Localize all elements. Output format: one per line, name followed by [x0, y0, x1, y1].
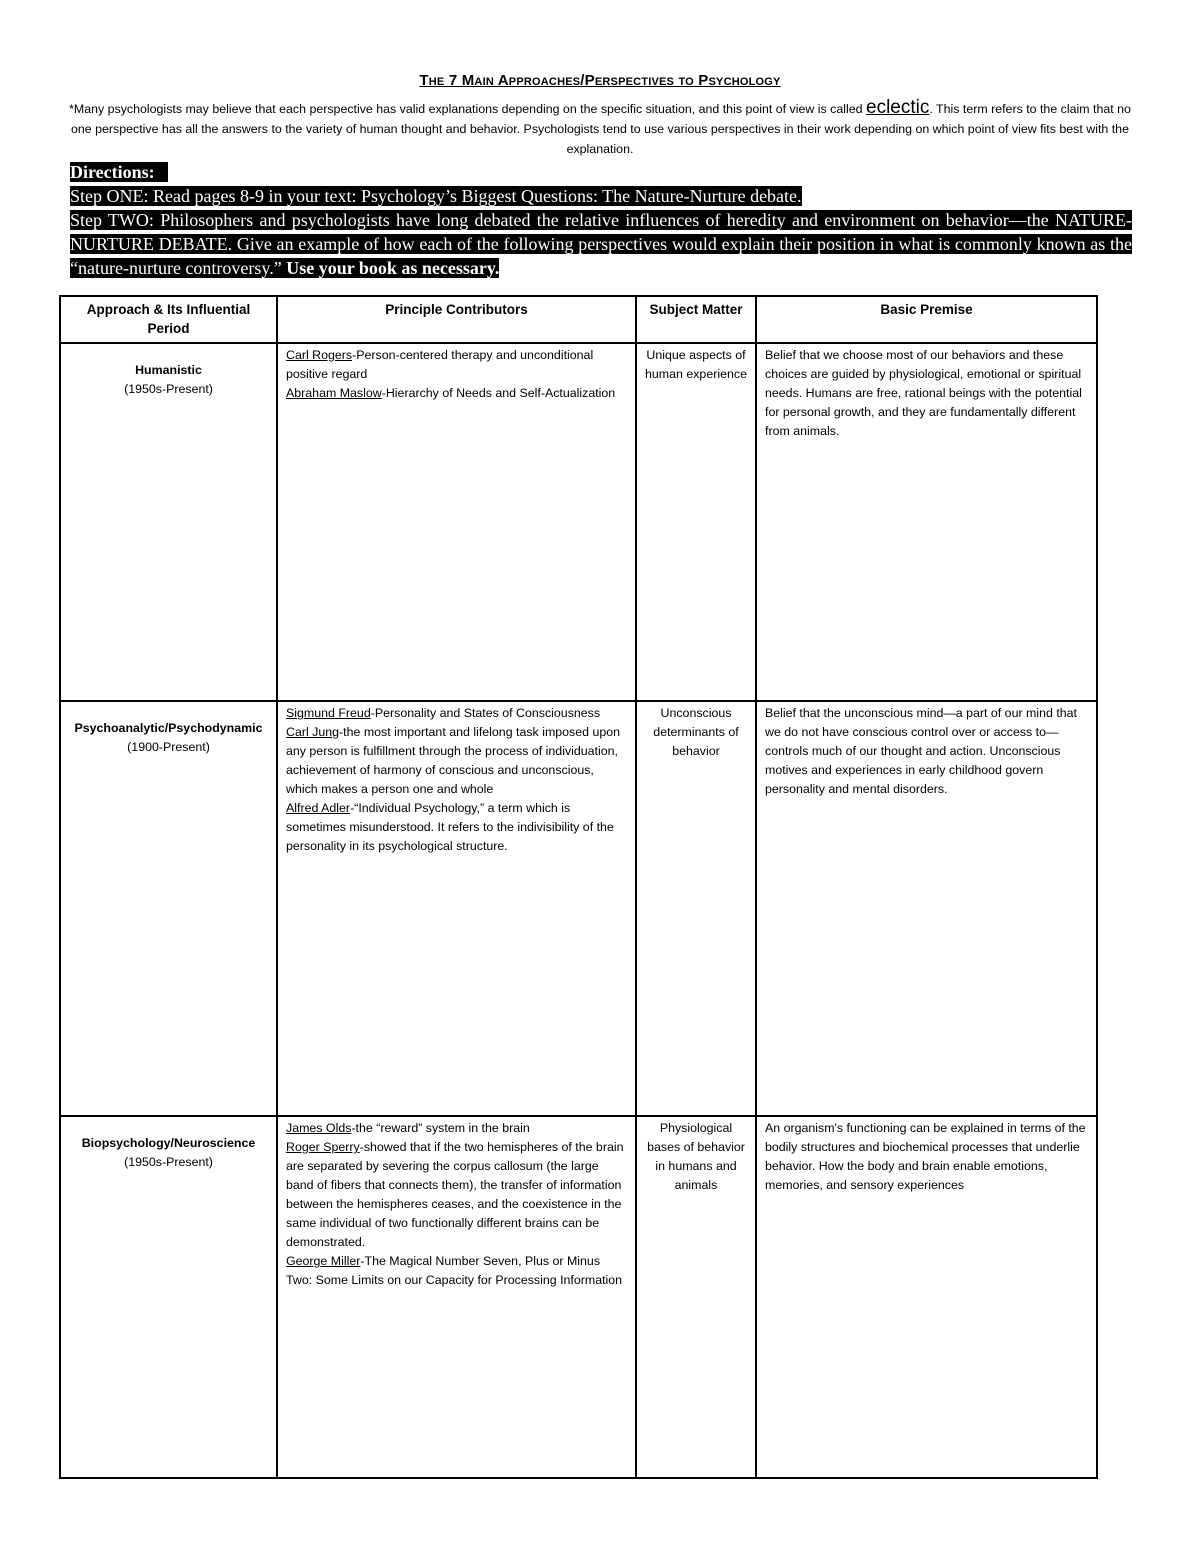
- contributor-name: Abraham Maslow: [286, 386, 382, 400]
- table-row: [60, 701, 1097, 1116]
- contributor-desc: -showed that if the two hemispheres of the brain are separated by severing the corpus callosum (the large band of fibers that connects them), the transfer of information between the hemispheres ceases, and the coexistence in the same individual of two functionally different brains can be demonstrated.: [286, 1140, 624, 1249]
- approach-name: Psychoanalytic/Psychodynamic: [74, 721, 263, 735]
- contributor-desc: -The Magical Number Seven, Plus or Minus Two: Some Limits on our Capacity for Processing Information: [286, 1254, 623, 1287]
- approach-cell: [60, 701, 277, 1116]
- contributor-desc: -Hierarchy of Needs and Self-Actualization: [381, 386, 616, 400]
- premise-cell: Belief that we choose most of our behaviors and these choices are guided by physiological, emotional or spiritual needs. Humans are free, rational beings with the potential for personal growth, and they are fundamentally different from animals.: [756, 343, 1097, 701]
- contributor-desc: -the most important and lifelong task imposed upon any person is fulfillment through the process of individuation, achievement of harmony of conscious and unconscious, which makes a person one and whole: [286, 725, 621, 796]
- header-contributors: Principle Contributors: [277, 296, 636, 343]
- contributor-name: Carl Jung: [286, 725, 340, 739]
- table-header-row: [60, 296, 1097, 343]
- subject-cell: Unconscious determinants of behavior: [636, 701, 756, 1116]
- contributor-name: James Olds: [286, 1121, 352, 1135]
- contributor-desc: -Person-centered therapy and unconditional positive regard: [286, 348, 594, 381]
- approaches-table: [59, 295, 1098, 1479]
- approach-cell: [60, 343, 277, 701]
- premise-cell: Belief that the unconscious mind—a part of our mind that we do not have conscious control over or access to—controls much of our thought and action. Unconscious motives and experiences in early childhood govern personality and mental disorders.: [756, 701, 1097, 1116]
- directions-block: [70, 160, 1132, 280]
- subject-cell: Unique aspects of human experience: [636, 343, 756, 701]
- contributor-desc: -“Individual Psychology,” a term which is sometimes misunderstood. It refers to the indivisibility of the personality in its psychological structure.: [286, 801, 614, 853]
- contributor-desc: -Personality and States of Consciousness: [370, 706, 601, 720]
- table-row: [60, 343, 1097, 701]
- contributors-cell: [277, 701, 636, 1116]
- directions-step-one: Step ONE: Read pages 8-9 in your text: Psychology’s Biggest Questions: The Nature-Nurture debate.: [70, 186, 802, 206]
- premise-cell: An organism's functioning can be explained in terms of the bodily structures and biochemical processes that underlie behavior. How the body and brain enable emotions, memories, and sensory experiences: [756, 1116, 1097, 1478]
- contributor-name: Alfred Adler: [286, 801, 351, 815]
- directions-step-two: Step TWO: Philosophers and psychologists have long debated the relative influences of heredity and environment on behavior—the NATURE-NURTURE DEBATE. Give an example of how each of the following perspectives would explain their position in what is commonly known as the “nature-nurture controversy.”: [70, 210, 1132, 278]
- contributor-name: Roger Sperry: [286, 1140, 360, 1154]
- directions-step-two-bold: Use your book as necessary.: [286, 258, 500, 278]
- intro-text-start: *Many psychologists may believe that each perspective has valid explanations depending on the specific situation, and this point of view is called: [69, 102, 866, 116]
- approach-name: Biopsychology/Neuroscience: [81, 1136, 256, 1150]
- intro-term-eclectic: eclectic: [866, 97, 930, 118]
- approach-period: (1950s-Present): [124, 1155, 213, 1169]
- approach-period: (1900-Present): [127, 740, 210, 754]
- contributor-name: Sigmund Freud: [286, 706, 371, 720]
- header-approach: Approach & Its Influential Period: [60, 296, 277, 343]
- contributor-name: Carl Rogers: [286, 348, 353, 362]
- header-subject: Subject Matter: [636, 296, 756, 343]
- directions-heading: Directions:: [70, 162, 155, 182]
- contributor-desc: -the “reward” system in the brain: [351, 1121, 530, 1135]
- intro-text-end: . This term refers to the claim that no one perspective has all the answers to the variety of human thought and behavior. Psychologists tend to use various perspectives in their work depending on which point of view fits best with the explanation.: [71, 102, 1131, 156]
- approach-period: (1950s-Present): [124, 382, 213, 396]
- page-title: The 7 Main Approaches/Perspectives to Psychology: [419, 72, 781, 89]
- subject-cell: Physiological bases of behavior in humans and animals: [636, 1116, 756, 1478]
- table-row: [60, 1116, 1097, 1478]
- intro-paragraph: [68, 98, 1132, 159]
- header-premise: Basic Premise: [756, 296, 1097, 343]
- contributor-name: George Miller: [286, 1254, 361, 1268]
- approach-name: Humanistic: [135, 363, 202, 377]
- approach-cell: [60, 1116, 277, 1478]
- contributors-cell: [277, 1116, 636, 1478]
- contributors-cell: [277, 343, 636, 701]
